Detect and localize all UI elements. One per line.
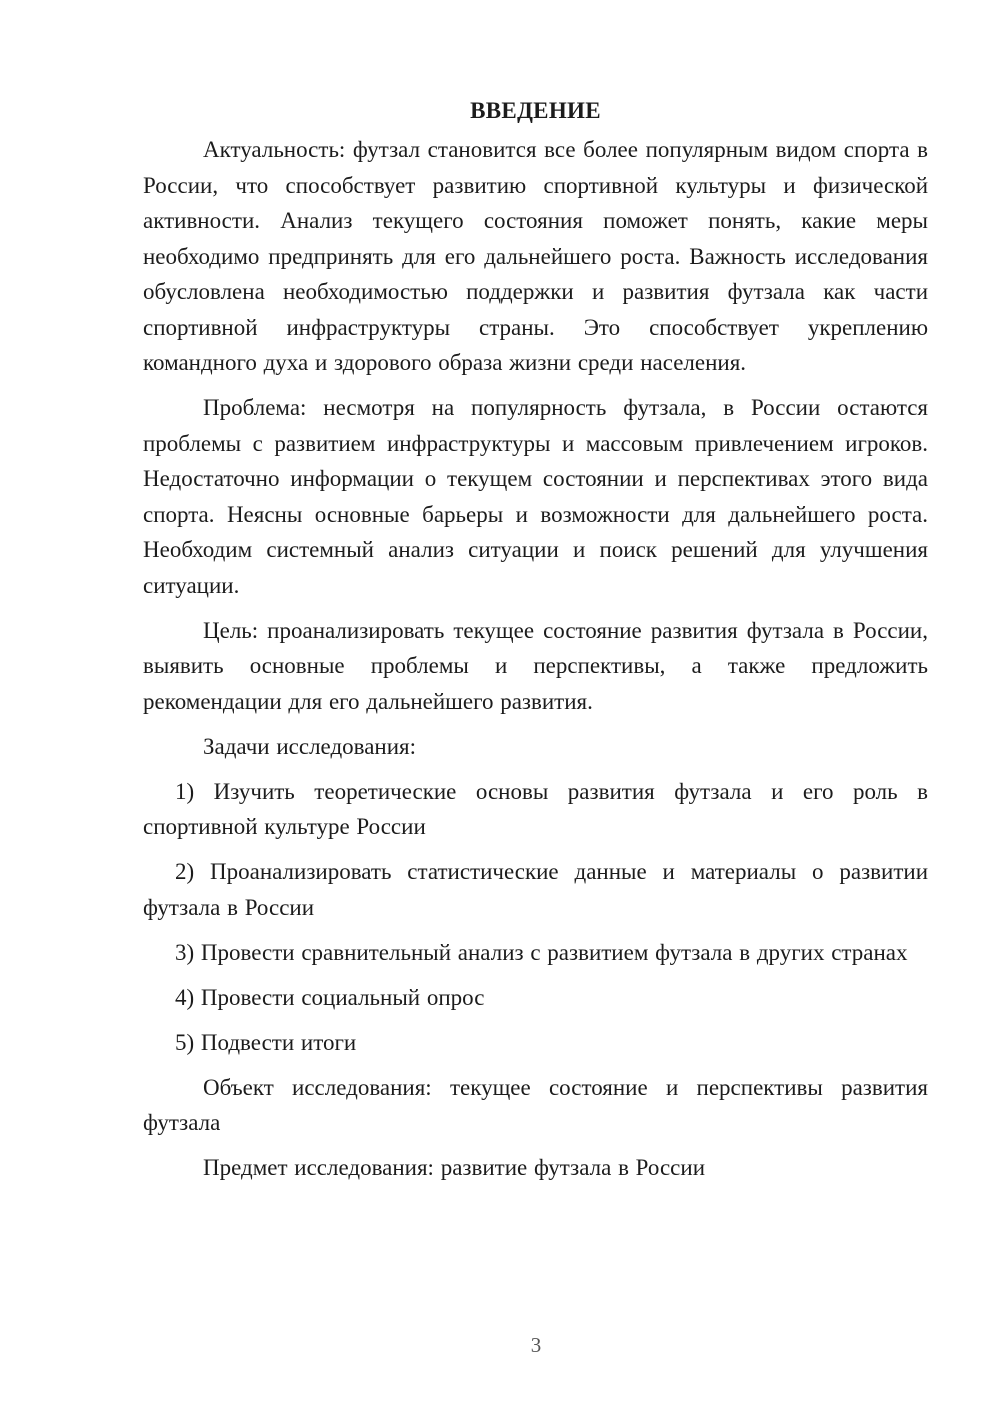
task-item-2: 2) Проанализировать статистические данные и материалы о развитии футзала в России bbox=[143, 859, 928, 920]
task-item-3: 3) Провести сравнительный анализ с развитием футзала в других странах bbox=[175, 939, 908, 965]
page-content bbox=[143, 96, 928, 1195]
subject-paragraph: Предмет исследования: развитие футзала в России bbox=[203, 1155, 706, 1180]
goal-paragraph: Цель: проанализировать текущее состояние развития футзала в России, выявить основные проблемы и перспективы, а также предложить рекомендации для его дальнейшего развития. bbox=[143, 617, 928, 714]
page-number: 3 bbox=[530, 1333, 542, 1357]
problem-paragraph: Проблема: несмотря на популярность футзала, в России остаются проблемы с развитием инфраструктуры и массовым привлечением игроков. Недостаточно информации о текущем состоянии и перспективах этого вида спорта. Неясны основные барьеры и возможности для дальнейшего роста. Необходим системный анализ ситуации и поиск решений для улучшения ситуации. bbox=[143, 395, 928, 598]
task-item-1: 1) Изучить теоретические основы развития футзала и его роль в спортивной культуре России bbox=[143, 778, 928, 839]
relevance-paragraph: Актуальность: футзал становится все более популярным видом спорта в России, что способствует развитию спортивной культуры и физической активности. Анализ текущего состояния поможет понять, какие меры необходимо предпринять для его дальнейшего роста. Важность исследования обусловлена необходимостью поддержки и развития футзала как части спортивной инфраструктуры страны. Это способствует укреплению командного духа и здорового образа жизни среди населения. bbox=[143, 137, 928, 375]
section-heading: ВВЕДЕНИЕ bbox=[470, 98, 601, 123]
tasks-title: Задачи исследования: bbox=[203, 733, 417, 759]
object-paragraph: Объект исследования: текущее состояние и перспективы развития футзала bbox=[143, 1074, 928, 1135]
task-item-5: 5) Подвести итоги bbox=[175, 1029, 357, 1055]
task-item-4: 4) Провести социальный опрос bbox=[175, 984, 485, 1010]
